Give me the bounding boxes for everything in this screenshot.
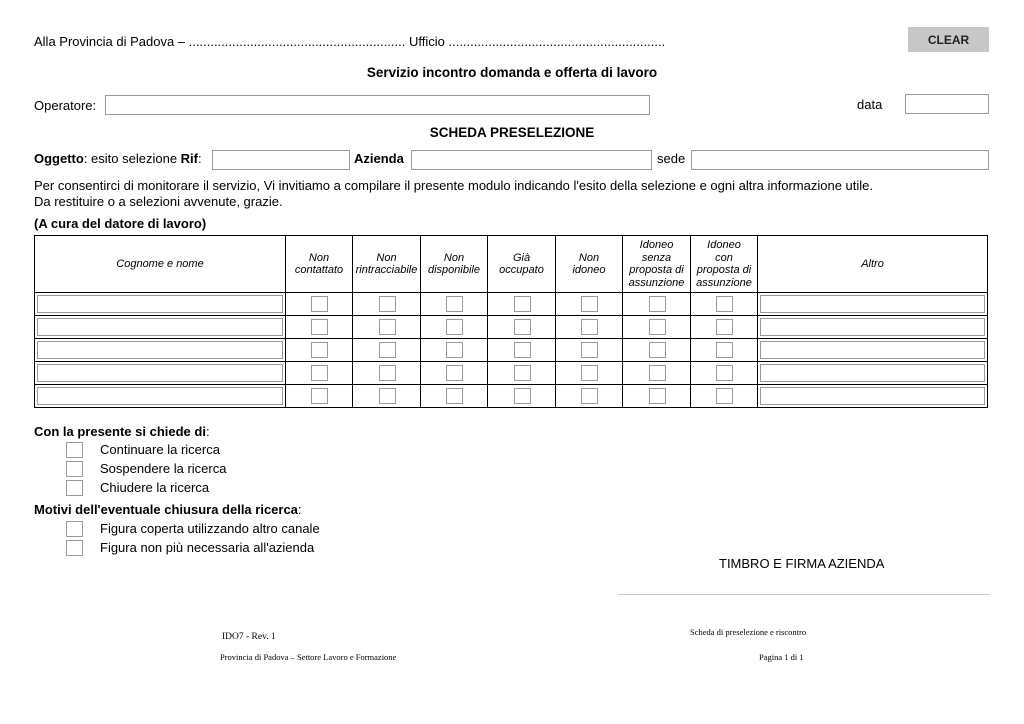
chiudere-checkbox[interactable]	[66, 480, 83, 496]
status-checkbox[interactable]	[581, 319, 598, 335]
table-cell	[353, 385, 421, 408]
table-cell	[488, 316, 556, 339]
table-row	[35, 385, 988, 408]
status-checkbox[interactable]	[514, 388, 531, 404]
oggetto-text: : esito selezione	[83, 151, 181, 166]
status-checkbox[interactable]	[581, 296, 598, 312]
table-cell	[421, 362, 488, 385]
table-cell	[488, 385, 556, 408]
table-cell	[286, 316, 353, 339]
chiudere-label: Chiudere la ricerca	[100, 480, 210, 495]
status-checkbox[interactable]	[581, 365, 598, 381]
status-checkbox[interactable]	[716, 365, 733, 381]
status-checkbox[interactable]	[446, 388, 463, 404]
continuare-checkbox[interactable]	[66, 442, 83, 458]
status-checkbox[interactable]	[514, 319, 531, 335]
table-cell	[353, 293, 421, 316]
table-cell	[556, 362, 623, 385]
table-cell	[758, 339, 988, 362]
status-checkbox[interactable]	[446, 319, 463, 335]
table-row	[35, 293, 988, 316]
col-header: Non idoneo	[556, 236, 623, 293]
intro-line-1: Per consentirci di monitorare il servizio, Vi invitiamo a compilare il presente modulo indicando l'esito della selezione e ogni altra informazione utile.	[34, 178, 873, 193]
name-input[interactable]	[37, 341, 283, 359]
rif-input[interactable]	[212, 150, 350, 170]
status-checkbox[interactable]	[649, 388, 666, 404]
table-cell	[758, 293, 988, 316]
status-checkbox[interactable]	[446, 296, 463, 312]
table-cell	[35, 339, 286, 362]
table-cell	[286, 362, 353, 385]
status-checkbox[interactable]	[379, 319, 396, 335]
preselection-table	[34, 235, 988, 408]
status-checkbox[interactable]	[581, 388, 598, 404]
ufficio-label: Ufficio	[405, 34, 449, 49]
azienda-label: Azienda	[354, 151, 404, 166]
status-checkbox[interactable]	[311, 296, 328, 312]
table-row	[35, 362, 988, 385]
table-cell	[286, 385, 353, 408]
footer-page: Pagina 1 di 1	[759, 652, 804, 662]
clear-button[interactable]: CLEAR	[908, 27, 989, 52]
table-cell	[353, 316, 421, 339]
name-input[interactable]	[37, 295, 283, 313]
table-cell	[556, 316, 623, 339]
altro-input[interactable]	[760, 341, 985, 359]
status-checkbox[interactable]	[716, 388, 733, 404]
table-cell	[691, 385, 758, 408]
cura-label: (A cura del datore di lavoro)	[34, 216, 207, 231]
azienda-input[interactable]	[411, 150, 652, 170]
status-checkbox[interactable]	[379, 342, 396, 358]
sede-label: sede	[657, 151, 686, 166]
name-input[interactable]	[37, 318, 283, 336]
recipient-dots: ............................................................	[188, 34, 406, 49]
signature-line	[618, 594, 990, 595]
col-header: Non rintracciabile	[353, 236, 421, 293]
status-checkbox[interactable]	[649, 296, 666, 312]
table-cell	[421, 385, 488, 408]
table-cell	[488, 339, 556, 362]
table-cell	[623, 316, 691, 339]
recipient-label: Alla Provincia di Padova –	[34, 34, 189, 49]
table-cell	[421, 293, 488, 316]
status-checkbox[interactable]	[446, 342, 463, 358]
table-cell	[353, 362, 421, 385]
motivi-label: Motivi dell'eventuale chiusura della ricerca:	[34, 502, 302, 517]
table-header-row	[35, 236, 988, 293]
status-checkbox[interactable]	[311, 388, 328, 404]
altro-input[interactable]	[760, 364, 985, 382]
status-checkbox[interactable]	[514, 342, 531, 358]
name-input[interactable]	[37, 387, 283, 405]
altro-input[interactable]	[760, 318, 985, 336]
table-cell	[556, 339, 623, 362]
data-label: data	[857, 97, 883, 112]
table-cell	[623, 339, 691, 362]
col-header: Non contattato	[286, 236, 353, 293]
table-cell	[35, 362, 286, 385]
table-cell	[488, 362, 556, 385]
table-cell	[623, 385, 691, 408]
table-cell	[623, 362, 691, 385]
footer-org: Provincia di Padova – Settore Lavoro e Formazione	[220, 652, 397, 662]
status-checkbox[interactable]	[649, 365, 666, 381]
table-cell	[691, 316, 758, 339]
table-cell	[353, 339, 421, 362]
table-row	[35, 339, 988, 362]
status-checkbox[interactable]	[446, 365, 463, 381]
chiede-label: Con la presente si chiede di:	[34, 424, 210, 439]
status-checkbox[interactable]	[514, 365, 531, 381]
sede-input[interactable]	[691, 150, 989, 170]
table-cell	[421, 316, 488, 339]
status-checkbox[interactable]	[649, 342, 666, 358]
status-checkbox[interactable]	[716, 296, 733, 312]
table-cell	[758, 362, 988, 385]
status-checkbox[interactable]	[581, 342, 598, 358]
col-header: Idoneo senza proposta di assunzione	[623, 236, 691, 293]
table-cell	[758, 316, 988, 339]
figura-non-necessaria-checkbox[interactable]	[66, 540, 83, 556]
col-header: Non disponibile	[421, 236, 488, 293]
altro-input[interactable]	[760, 295, 985, 313]
table-cell	[691, 293, 758, 316]
status-checkbox[interactable]	[716, 319, 733, 335]
operatore-input[interactable]	[105, 95, 650, 115]
rif-bold: Rif	[180, 151, 199, 166]
table-cell	[556, 293, 623, 316]
status-checkbox[interactable]	[311, 342, 328, 358]
col-header: Altro	[758, 236, 988, 293]
footer-doc-name: Scheda di preselezione e riscontro	[690, 627, 807, 637]
sospendere-checkbox[interactable]	[66, 461, 83, 477]
status-checkbox[interactable]	[716, 342, 733, 358]
timbro-label: TIMBRO E FIRMA AZIENDA	[719, 556, 885, 571]
table-cell	[35, 316, 286, 339]
intro-line-2: Da restituire o a selezioni avvenute, grazie.	[34, 194, 283, 209]
status-checkbox[interactable]	[514, 296, 531, 312]
operatore-label: Operatore:	[34, 98, 97, 113]
name-input[interactable]	[37, 364, 283, 382]
col-header: Già occupato	[488, 236, 556, 293]
table-cell	[35, 385, 286, 408]
oggetto-bold: Oggetto	[34, 151, 84, 166]
table-cell	[35, 293, 286, 316]
table-cell	[691, 339, 758, 362]
status-checkbox[interactable]	[379, 388, 396, 404]
figura-coperta-checkbox[interactable]	[66, 521, 83, 537]
table-cell	[488, 293, 556, 316]
form-title: Servizio incontro domanda e offerta di lavoro	[366, 65, 658, 80]
status-checkbox[interactable]	[379, 365, 396, 381]
intro-text	[34, 178, 873, 210]
figura-non-necessaria-label: Figura non più necessaria all'azienda	[100, 540, 315, 555]
table-cell	[691, 362, 758, 385]
status-checkbox[interactable]	[379, 296, 396, 312]
footer-code: IDO7 - Rev. 1	[222, 632, 276, 642]
col-header: Cognome e nome	[35, 236, 286, 293]
status-checkbox[interactable]	[311, 319, 328, 335]
table-cell	[286, 293, 353, 316]
status-checkbox[interactable]	[311, 365, 328, 381]
ufficio-dots: ............................................................	[448, 34, 666, 49]
data-input[interactable]	[905, 94, 989, 114]
table-cell	[286, 339, 353, 362]
status-checkbox[interactable]	[649, 319, 666, 335]
table-row	[35, 316, 988, 339]
continuare-label: Continuare la ricerca	[100, 442, 220, 457]
table-cell	[623, 293, 691, 316]
table-cell	[421, 339, 488, 362]
table-cell	[556, 385, 623, 408]
sospendere-label: Sospendere la ricerca	[100, 461, 227, 476]
rif-colon: :	[198, 151, 202, 166]
section-title: SCHEDA PRESELEZIONE	[429, 125, 595, 140]
col-header: Idoneo con proposta di assunzione	[691, 236, 758, 293]
table-cell	[758, 385, 988, 408]
header-line	[34, 34, 665, 49]
oggetto-label	[34, 151, 202, 166]
figura-coperta-label: Figura coperta utilizzando altro canale	[100, 521, 320, 536]
altro-input[interactable]	[760, 387, 985, 405]
